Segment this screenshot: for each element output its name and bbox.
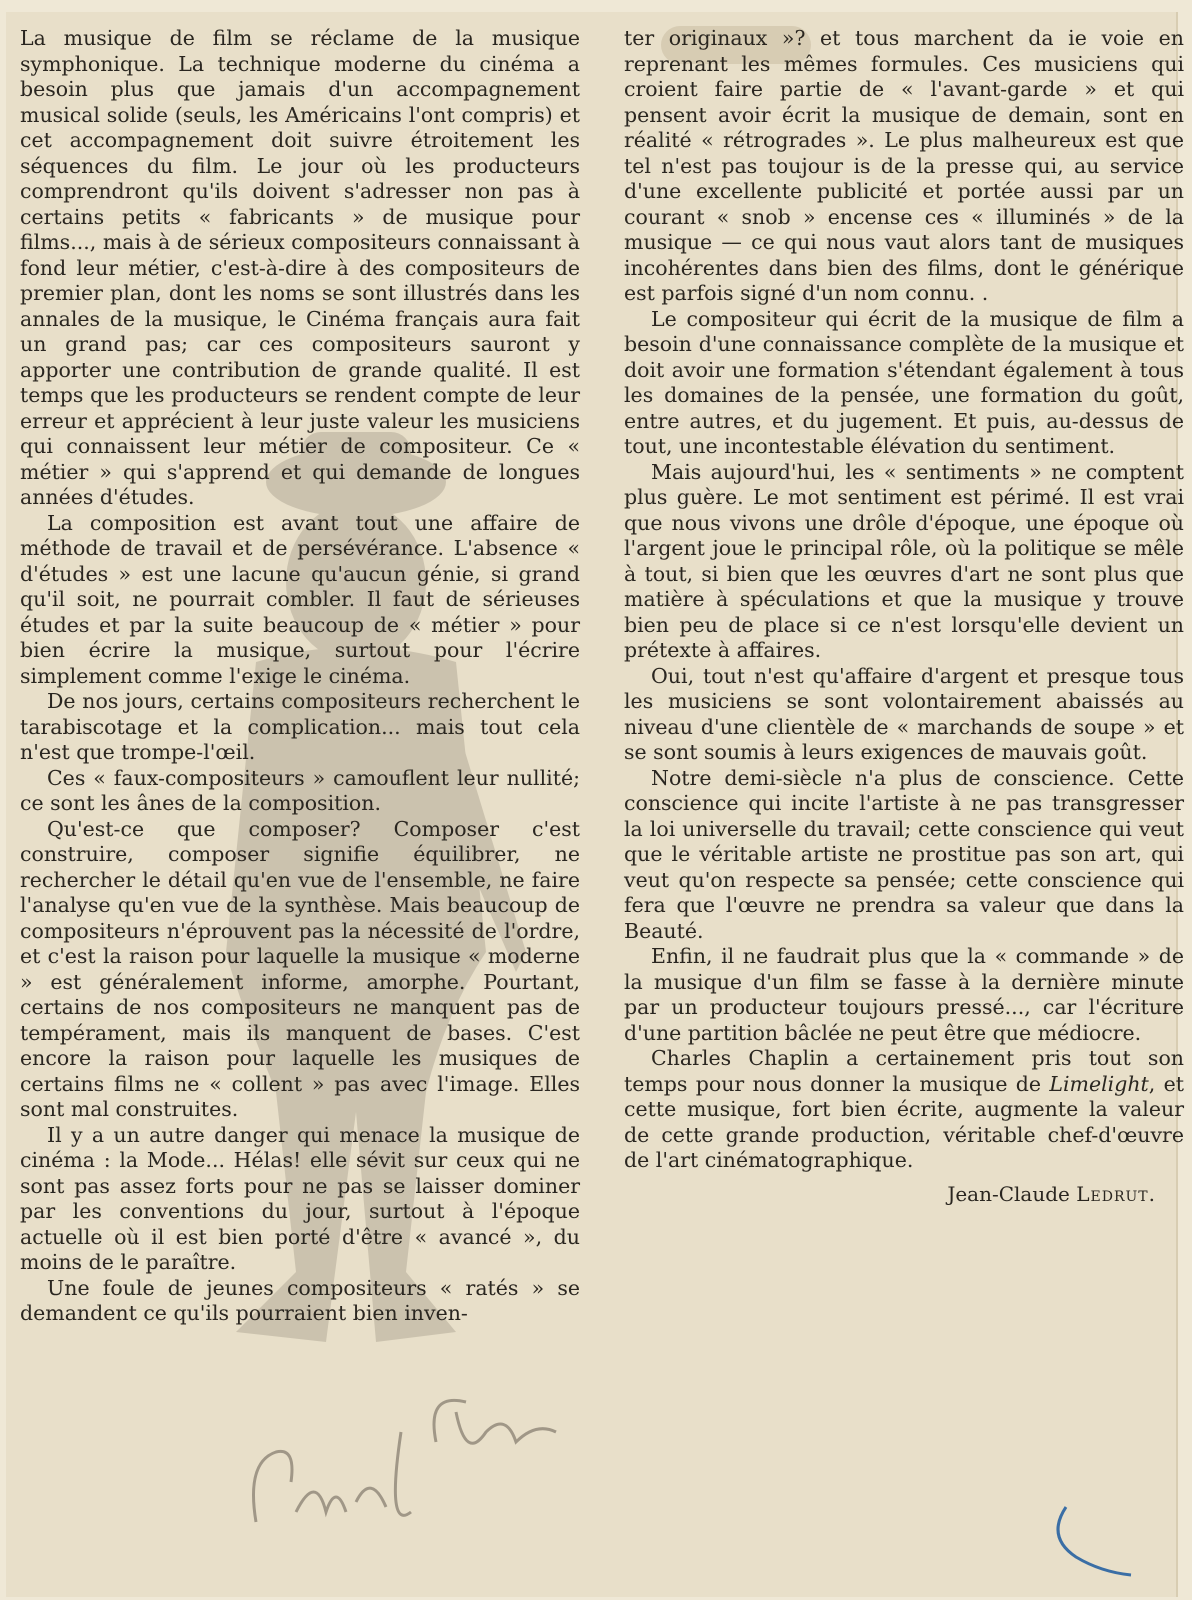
author-last-name: Ledrut. bbox=[1076, 1181, 1156, 1206]
newspaper-clipping bbox=[6, 12, 1184, 1597]
paragraph: De nos jours, certains compositeurs recherchent le tarabiscotage et la complication... mais tout cela n'est que trompe-l'œil. bbox=[20, 689, 580, 764]
paragraph: Qu'est-ce que composer? Composer c'est construire, composer signifie équilibrer, ne rechercher le détail qu'en vue de l'ensemble, ne faire l'analyse qu'en vue de la synthèse. Mais beaucoup de compositeurs n'éprouvent pas la nécessité de l'ordre, et c'est la raison pour laquelle la musique « moderne » est généralement informe, amorphe. Pourtant, certains de nos compositeurs ne manquent pas de tempérament, mais ils manquent de bases. C'est encore la raison pour laquelle les musiques de certains films ne « collent » pas avec l'image. Elles sont mal construites. bbox=[20, 816, 580, 1121]
film-title: Limelight bbox=[1049, 1071, 1149, 1096]
paragraph: Il y a un autre danger qui menace la musique de cinéma : la Mode... Hélas! elle sévit sur ceux qui ne sont pas assez forts pour ne pas se laisser dominer par les conventions du jour, surtout à l'époque actuelle où il est bien porté d'être « avancé », du moins de le paraître. bbox=[20, 1122, 580, 1274]
paragraph: Enfin, il ne faudrait plus que la « commande » de la musique d'un film se fasse à la dernière minute par un producteur toujours pressé..., car l'écriture d'une partition bâclée ne peut être que médiocre. bbox=[624, 944, 1184, 1045]
blue-ink-mark bbox=[1046, 1497, 1136, 1577]
paragraph: La composition est avant tout une affaire de méthode de travail et de persévérance. L'absence « d'études » est une lacune qu'aucun génie, si grand qu'il soit, ne pourrait combler. Il faut de sérieuses études et par la suite beaucoup de « métier » pour bien écrire la musique, surtout pour l'écrire simplement comme l'exige le cinéma. bbox=[20, 510, 580, 688]
text-after-title: , et cette musique, fort bien écrite, augmente la valeur de cette grande production, véritable chef-d'œuvre de l'art cinématographique. bbox=[624, 1071, 1184, 1172]
paragraph: La musique de film se réclame de la musique symphonique. La technique moderne du cinéma a besoin plus que jamais d'un accompagnement musical solide (seuls, les Américains l'ont compris) et cet accompagnement doit suivre étroitement les séquences du film. Le jour où les producteurs comprendront qu'ils doivent s'adresser non pas à certains petits « fabricants » de musique pour films..., mais à de sérieux compositeurs connaissant à fond leur métier, c'est-à-dire à des compositeurs de premier plan, dont les noms se sont illustrés dans les annales de la musique, le Cinéma français aura fait un grand pas; car ces compositeurs sauront y apporter une contribution de grande qualité. Il est temps que les producteurs se rendent compte de leur erreur et apprécient à leur juste valeur les musiciens qui connaissent leur métier de compositeur. Ce « métier » qui s'apprend et qui demande de longues années d'études. bbox=[20, 26, 580, 509]
paragraph: Mais aujourd'hui, les « sentiments » ne comptent plus guère. Le mot sentiment est périmé. Il est vrai que nous vivons une drôle d'époque, une époque où l'argent joue le principal rôle, où la politique se mêle à tout, si bien que les œuvres d'art ne sont plus que matière à spéculations et que la musique y trouve bien peu de place si ce n'est lorsqu'elle devient un prétexte à affaires. bbox=[624, 459, 1184, 662]
paragraph: Ces « faux-compositeurs » camouflent leur nullité; ce sont les ânes de la composition. bbox=[20, 765, 580, 815]
paragraph: Le compositeur qui écrit de la musique de film a besoin d'une connaissance complète de la musique et doit avoir une formation s'étendant également à tous les domaines de la pensée, une formation du goût, entre autres, et du jugement. Et puis, au-dessus de tout, une incontestable élévation du sentiment. bbox=[624, 306, 1184, 458]
article-columns bbox=[20, 26, 1184, 1466]
author-first-name: Jean-Claude bbox=[947, 1181, 1077, 1206]
text-before-title: Charles Chaplin a certainement pris tout son temps pour nous donner la musique de bbox=[624, 1046, 1184, 1096]
right-column bbox=[624, 26, 1184, 1207]
paragraph-limelight bbox=[624, 1046, 1184, 1174]
paragraph: Oui, tout n'est qu'affaire d'argent et presque tous les musiciens se sont volontairement abaissés au niveau d'une clientèle de « marchands de soupe » et se sont soumis à leurs exigences de mauvais goût. bbox=[624, 663, 1184, 764]
paragraph: Une foule de jeunes compositeurs « ratés » se demandent ce qu'ils pourraient bien inven- bbox=[20, 1275, 580, 1325]
left-column bbox=[20, 26, 580, 1327]
paragraph-continued: ter originaux »? et tous marchent da ie voie en reprenant les mêmes formules. Ces musiciens qui croient faire partie de « l'avant-garde » et qui pensent avoir écrit la musique de demain, sont en réalité « rétrogrades ». Le plus malheureux est que tel n'est pas toujour is de la presse qui, au service d'une excellente publicité et portée aussi par un courant « snob » encense ces « illuminés » de la musique — ce qui nous vaut alors tant de musiques incohérentes dans bien des films, dont le générique est parfois signé d'un nom connu. . bbox=[624, 26, 1184, 305]
paragraph: Notre demi-siècle n'a plus de conscience. Cette conscience qui incite l'artiste à ne pas transgresser la loi universelle du travail; cette conscience qui veut que le véritable artiste ne prostitue pas son art, qui veut qu'on respecte sa pensée; cette conscience qui fera que l'œuvre ne prendra sa valeur que dans la Beauté. bbox=[624, 765, 1184, 943]
author-signature bbox=[624, 1182, 1184, 1208]
